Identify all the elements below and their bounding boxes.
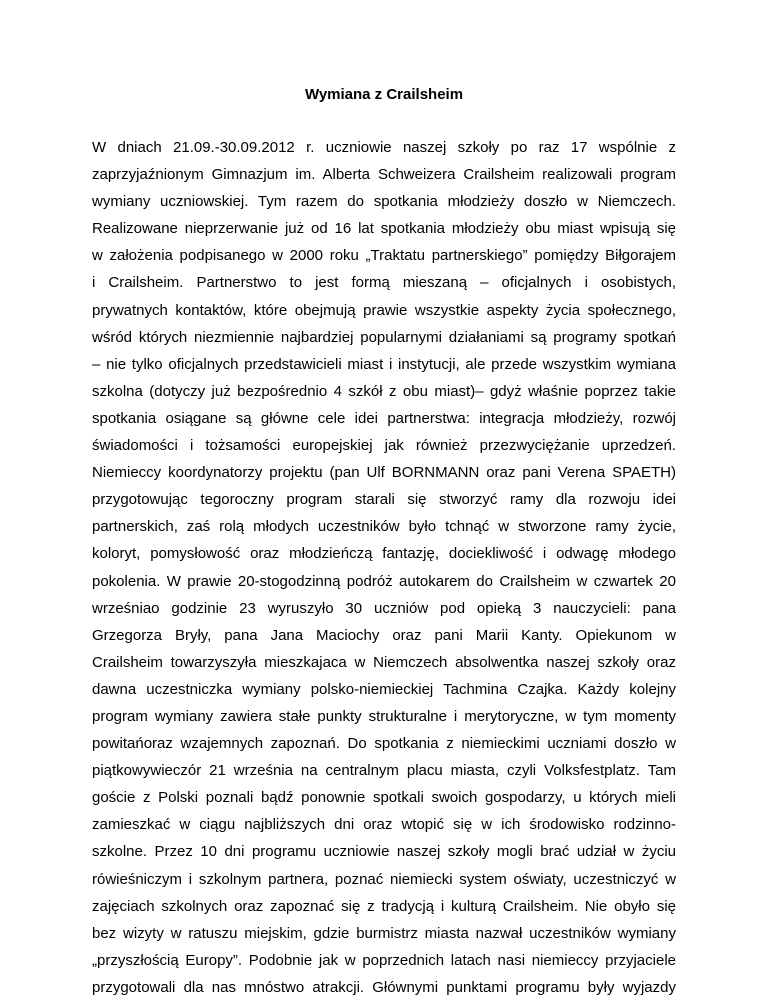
text-line: koloryt, pomysłowość oraz młodzieńczą fantazję, dociekliwość i odwagę młodego bbox=[92, 545, 676, 563]
text-line: zajęciach szkolnych oraz zapoznać się z tradycją i kulturą Crailsheim. Nie obyło się bbox=[92, 897, 676, 915]
text-line: Crailsheim towarzyszyła mieszkajaca w Niemczech absolwentka naszej szkoły oraz bbox=[92, 653, 676, 671]
text-line: przygotowując tegoroczny program starali się stworzyć ramy dla rozwoju idei bbox=[92, 491, 676, 509]
text-line: Realizowane nieprzerwanie już od 16 lat spotkania młodzieży obu miast wpisują się bbox=[92, 220, 676, 238]
document-title: Wymiana z Crailsheim bbox=[304, 86, 464, 103]
text-line: prywatnych kontaktów, które obejmują prawie wszystkie aspekty życia społecznego, bbox=[92, 301, 676, 319]
text-line: wymiany uczniowskiej. Tym razem do spotkania młodzieży doszło w Niemczech. bbox=[92, 193, 676, 211]
text-line: rówieśniczym i szkolnym partnera, poznać niemiecki system oświaty, uczestniczyć w bbox=[92, 870, 676, 888]
text-line: zamieszkać w ciągu najbliższych dni oraz wtopić się w ich środowisko rodzinno- bbox=[92, 816, 676, 834]
text-line: W dniach 21.09.-30.09.2012 r. uczniowie naszej szkoły po raz 17 wspólnie z bbox=[92, 139, 676, 156]
text-line: wrześniao godzinie 23 wyruszyło 30 uczniów pod opieką 3 nauczycieli: pana bbox=[92, 599, 676, 617]
text-line: goście z Polski poznali bądź ponownie spotkali swoich gospodarzy, u których mieli bbox=[92, 789, 676, 807]
text-line: Niemieccy koordynatorzy projektu (pan Ulf BORNMANN oraz pani Verena SPAETH) bbox=[92, 464, 676, 482]
text-line: bez wizyty w ratuszu miejskim, gdzie burmistrz miasta nazwał uczestników wymiany bbox=[92, 924, 676, 942]
text-line: zaprzyjaźnionym Gimnazjum im. Alberta Schweizera Crailsheim realizowali program bbox=[92, 166, 676, 184]
text-line: powitańoraz wzajemnych zapoznań. Do spotkania z niemieckimi uczniami doszło w bbox=[92, 735, 676, 753]
text-line: „przyszłością Europy”. Podobnie jak w poprzednich latach nasi niemieccy przyjaciele bbox=[92, 951, 676, 969]
text-line: przygotowali dla nas mnóstwo atrakcji. Głównymi punktami programu były wyjazdy bbox=[92, 978, 676, 996]
text-line: piątkowywieczór 21 września na centralnym placu miasta, czyli Volksfestplatz. Tam bbox=[92, 762, 676, 780]
text-line: szkolne. Przez 10 dni programu uczniowie naszej szkoły mogli brać udział w życiu bbox=[92, 843, 676, 861]
text-line: pokolenia. W prawie 20-stogodzinną podróż autokarem do Crailsheim w czwartek 20 bbox=[92, 572, 676, 590]
text-line: partnerskich, zaś rolą młodych uczestników było tchnąć w stworzone ramy życie, bbox=[92, 518, 676, 536]
text-line: Grzegorza Bryły, pana Jana Maciochy oraz pani Marii Kanty. Opiekunom w bbox=[92, 626, 676, 644]
text-line: dawna uczestniczka wymiany polsko-niemieckiej Tachmina Czajka. Każdy kolejny bbox=[92, 680, 676, 698]
text-line: program wymiany zawiera stałe punkty strukturalne i merytoryczne, w tym momenty bbox=[92, 707, 676, 725]
text-line: w założenia podpisanego w 2000 roku „Traktatu partnerskiego” pomiędzy Biłgorajem bbox=[92, 247, 676, 265]
text-line: wśród których niezmiennie najbardziej popularnymi działaniami są programy spotkań bbox=[92, 328, 676, 346]
text-line: spotkania osiągane są główne cele idei partnerstwa: integracja młodzieży, rozwój bbox=[92, 409, 676, 427]
text-line: i Crailsheim. Partnerstwo to jest formą mieszaną – oficjalnych i osobistych, bbox=[92, 274, 676, 292]
text-line: świadomości i tożsamości europejskiej jak również przezwyciężanie uprzedzeń. bbox=[92, 437, 676, 455]
text-line: – nie tylko oficjalnych przedstawicieli miast i instytucji, ale przede wszystkim wymiana bbox=[92, 355, 676, 373]
text-line: szkolna (dotyczy już bezpośrednio 4 szkół z obu miast)– gdyż właśnie poprzez takie bbox=[92, 382, 676, 400]
document-body bbox=[92, 134, 676, 1001]
